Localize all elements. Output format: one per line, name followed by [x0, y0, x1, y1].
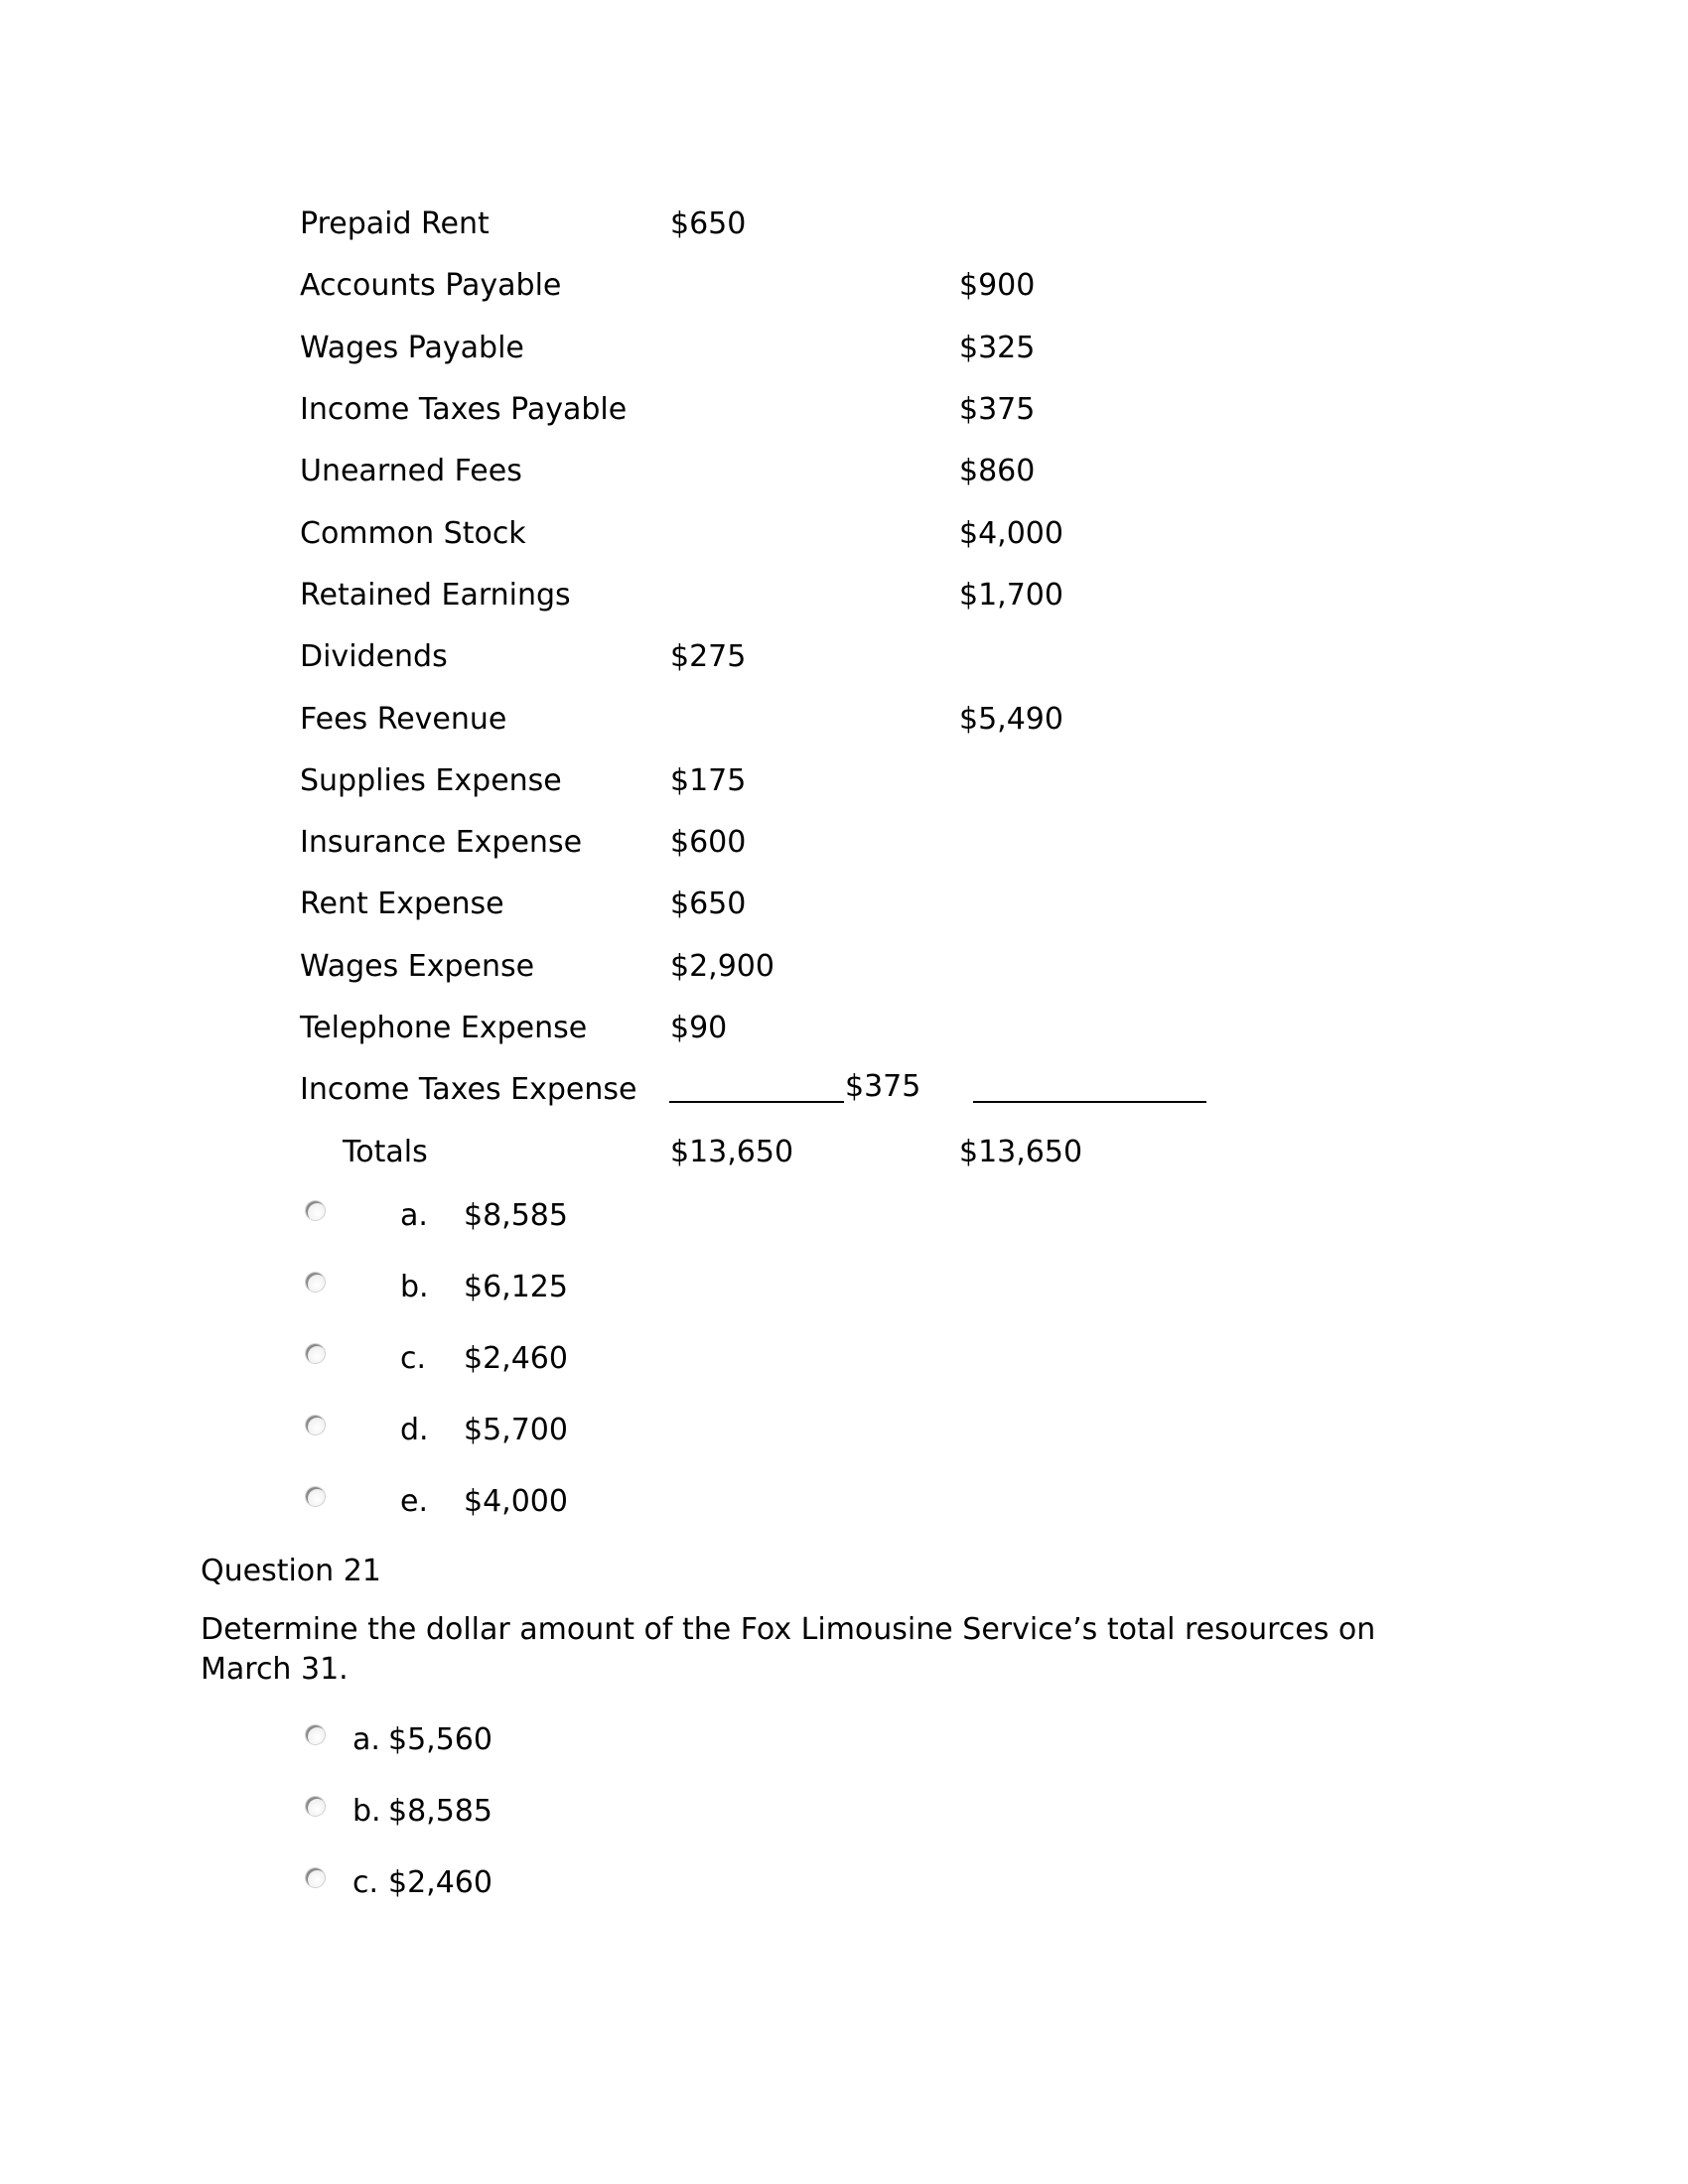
radio-button[interactable]	[305, 1415, 326, 1435]
option-value: $2,460	[464, 1341, 568, 1376]
radio-button[interactable]	[305, 1867, 326, 1888]
account-name: Telephone Expense	[300, 1011, 588, 1045]
credit-amount: $5,490	[959, 702, 1063, 737]
account-name: Fees Revenue	[300, 702, 507, 737]
option-value: $5,700	[464, 1413, 568, 1447]
debit-total: $13,650	[670, 1135, 794, 1169]
debit-amount: $650	[670, 206, 747, 241]
credit-amount: $900	[959, 268, 1036, 303]
radio-button[interactable]	[305, 1272, 326, 1293]
radio-button[interactable]	[305, 1486, 326, 1507]
question-text: Determine the dollar amount of the Fox Limousine Service’s total resources on March 31.	[201, 1612, 1376, 1687]
credit-amount: $860	[959, 454, 1036, 488]
debit-amount: $90	[670, 1011, 728, 1045]
radio-button[interactable]	[305, 1724, 326, 1745]
table-row	[0, 763, 1688, 803]
answer-option-a[interactable]	[0, 1722, 1688, 1762]
table-row	[0, 1069, 1688, 1112]
account-name: Common Stock	[300, 516, 526, 551]
option-letter: c.	[352, 1865, 379, 1900]
debit-amount: $2,900	[670, 949, 774, 984]
credit-total: $13,650	[959, 1135, 1083, 1169]
credit-amount: $375	[959, 392, 1036, 427]
question-heading: Question 21	[201, 1554, 381, 1588]
credit-amount: $4,000	[959, 516, 1063, 551]
option-letter: a.	[352, 1722, 380, 1757]
table-row	[0, 206, 1688, 246]
option-letter: d.	[400, 1413, 429, 1447]
totals-label: Totals	[343, 1135, 428, 1169]
account-name: Rent Expense	[300, 887, 504, 921]
account-name: Insurance Expense	[300, 825, 583, 860]
option-value: $5,560	[388, 1722, 492, 1757]
radio-button[interactable]	[305, 1796, 326, 1817]
answer-option-d[interactable]	[0, 1413, 1688, 1452]
account-name: Prepaid Rent	[300, 206, 490, 241]
table-row	[0, 639, 1688, 679]
radio-button[interactable]	[305, 1343, 326, 1364]
answer-option-b[interactable]	[0, 1794, 1688, 1834]
answer-option-a[interactable]	[0, 1198, 1688, 1238]
table-row	[0, 949, 1688, 989]
option-letter: e.	[400, 1484, 428, 1519]
account-name: Supplies Expense	[300, 763, 562, 798]
option-value: $8,585	[388, 1794, 492, 1829]
option-letter: a.	[400, 1198, 428, 1233]
account-name: Accounts Payable	[300, 268, 562, 303]
answer-option-c[interactable]	[0, 1341, 1688, 1381]
account-name: Retained Earnings	[300, 578, 571, 613]
credit-underline	[973, 1101, 1206, 1103]
option-value: $2,460	[388, 1865, 492, 1900]
table-row	[0, 516, 1688, 556]
option-letter: b.	[400, 1270, 429, 1304]
table-row	[0, 1011, 1688, 1050]
table-row	[0, 331, 1688, 370]
credit-amount: $1,700	[959, 578, 1063, 613]
debit-amount: $600	[670, 825, 747, 860]
option-letter: b.	[352, 1794, 381, 1829]
debit-underline	[669, 1101, 844, 1103]
debit-amount: $650	[670, 887, 747, 921]
account-name: Wages Expense	[300, 949, 535, 984]
account-name: Wages Payable	[300, 331, 524, 365]
table-row	[0, 578, 1688, 617]
answer-option-c[interactable]	[0, 1865, 1688, 1905]
credit-amount: $325	[959, 331, 1036, 365]
account-name: Income Taxes Expense	[300, 1072, 637, 1107]
table-row	[0, 887, 1688, 926]
account-name: Unearned Fees	[300, 454, 522, 488]
totals-row	[0, 1135, 1688, 1174]
debit-amount: $375	[845, 1069, 921, 1104]
radio-button[interactable]	[305, 1200, 326, 1221]
option-letter: c.	[400, 1341, 427, 1376]
account-name: Income Taxes Payable	[300, 392, 628, 427]
option-value: $4,000	[464, 1484, 568, 1519]
answer-option-e[interactable]	[0, 1484, 1688, 1524]
answer-option-b[interactable]	[0, 1270, 1688, 1309]
table-row	[0, 702, 1688, 742]
option-value: $8,585	[464, 1198, 568, 1233]
debit-amount: $175	[670, 763, 747, 798]
table-row	[0, 454, 1688, 493]
debit-amount: $275	[670, 639, 747, 674]
account-name: Dividends	[300, 639, 448, 674]
table-row	[0, 825, 1688, 865]
option-value: $6,125	[464, 1270, 568, 1304]
table-row	[0, 392, 1688, 432]
table-row	[0, 268, 1688, 308]
